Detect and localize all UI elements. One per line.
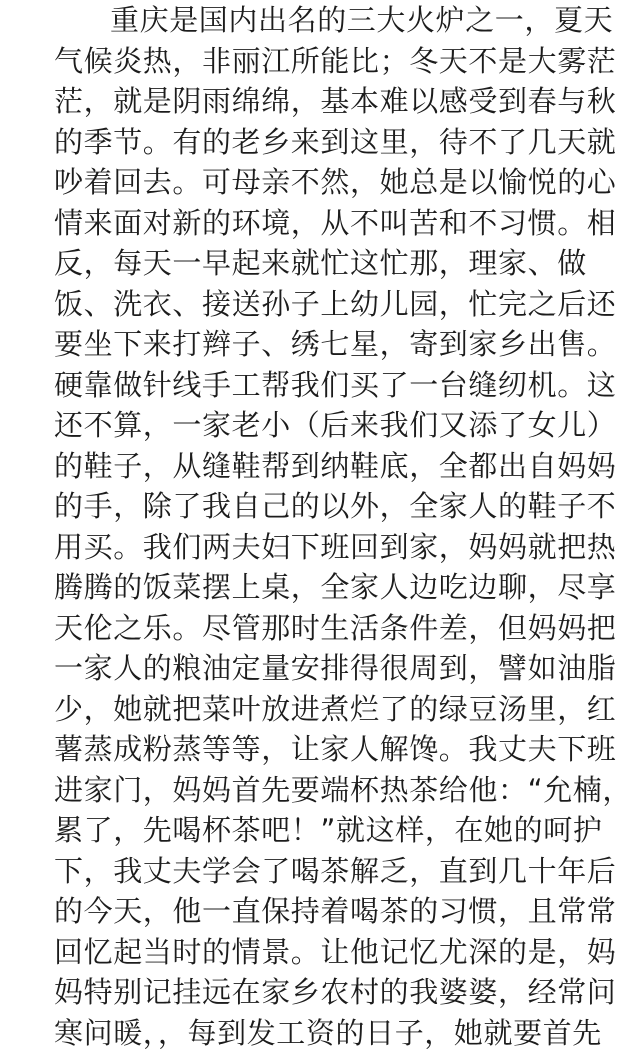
text-line-13: 的手，除了我自己的以外，全家人的鞋子不 — [54, 486, 614, 527]
text-line-10: 硬靠做针线手工帮我们买了一台缝纫机。这 — [54, 365, 614, 406]
text-line-1: 重庆是国内出名的三大火炉之一，夏天 — [54, 0, 614, 41]
text-line-11: 还不算，一家老小（后来我们又添了女儿） — [54, 405, 614, 446]
text-line-16: 天伦之乐。尽管那时生活条件差，但妈妈把 — [54, 608, 614, 649]
text-line-14: 用买。我们两夫妇下班回到家，妈妈就把热 — [54, 527, 614, 568]
text-line-6: 情来面对新的环境，从不叫苦和不习惯。相 — [54, 203, 614, 244]
text-line-9: 要坐下来打辫子、绣七星，寄到家乡出售。 — [54, 324, 614, 365]
article-text — [54, 0, 614, 1053]
text-line-25: 妈特别记挂远在家乡农村的我婆婆，经常问 — [54, 972, 614, 1013]
text-line-12: 的鞋子，从缝鞋帮到纳鞋底，全都出自妈妈 — [54, 446, 614, 487]
text-line-22: 下，我丈夫学会了喝茶解乏，直到几十年后 — [54, 851, 614, 892]
text-line-18: 少，她就把菜叶放进煮烂了的绿豆汤里，红 — [54, 689, 614, 730]
text-line-23: 的今天，他一直保持着喝茶的习惯，且常常 — [54, 891, 614, 932]
text-line-4: 的季节。有的老乡来到这里，待不了几天就 — [54, 122, 614, 163]
text-line-21: 累了，先喝杯茶吧！”就这样，在她的呵护 — [54, 810, 614, 851]
text-line-26: 寒问暖，，每到发工资的日子，她就要首先 — [54, 1013, 614, 1053]
text-line-2: 气候炎热，非丽江所能比；冬天不是大雾茫 — [54, 41, 614, 82]
text-line-15: 腾腾的饭菜摆上桌，全家人边吃边聊，尽享 — [54, 567, 614, 608]
text-line-19: 薯蒸成粉蒸等等，让家人解馋。我丈夫下班 — [54, 729, 614, 770]
text-line-3: 茫，就是阴雨绵绵，基本难以感受到春与秋 — [54, 81, 614, 122]
text-line-7: 反，每天一早起来就忙这忙那，理家、做 — [54, 243, 614, 284]
text-line-20: 进家门，妈妈首先要端杯热茶给他：“允楠， — [54, 770, 614, 811]
text-line-8: 饭、洗衣、接送孙子上幼儿园，忙完之后还 — [54, 284, 614, 325]
text-line-24: 回忆起当时的情景。让他记忆尤深的是，妈 — [54, 932, 614, 973]
text-line-17: 一家人的粮油定量安排得很周到，譬如油脂 — [54, 648, 614, 689]
text-line-5: 吵着回去。可母亲不然，她总是以愉悦的心 — [54, 162, 614, 203]
